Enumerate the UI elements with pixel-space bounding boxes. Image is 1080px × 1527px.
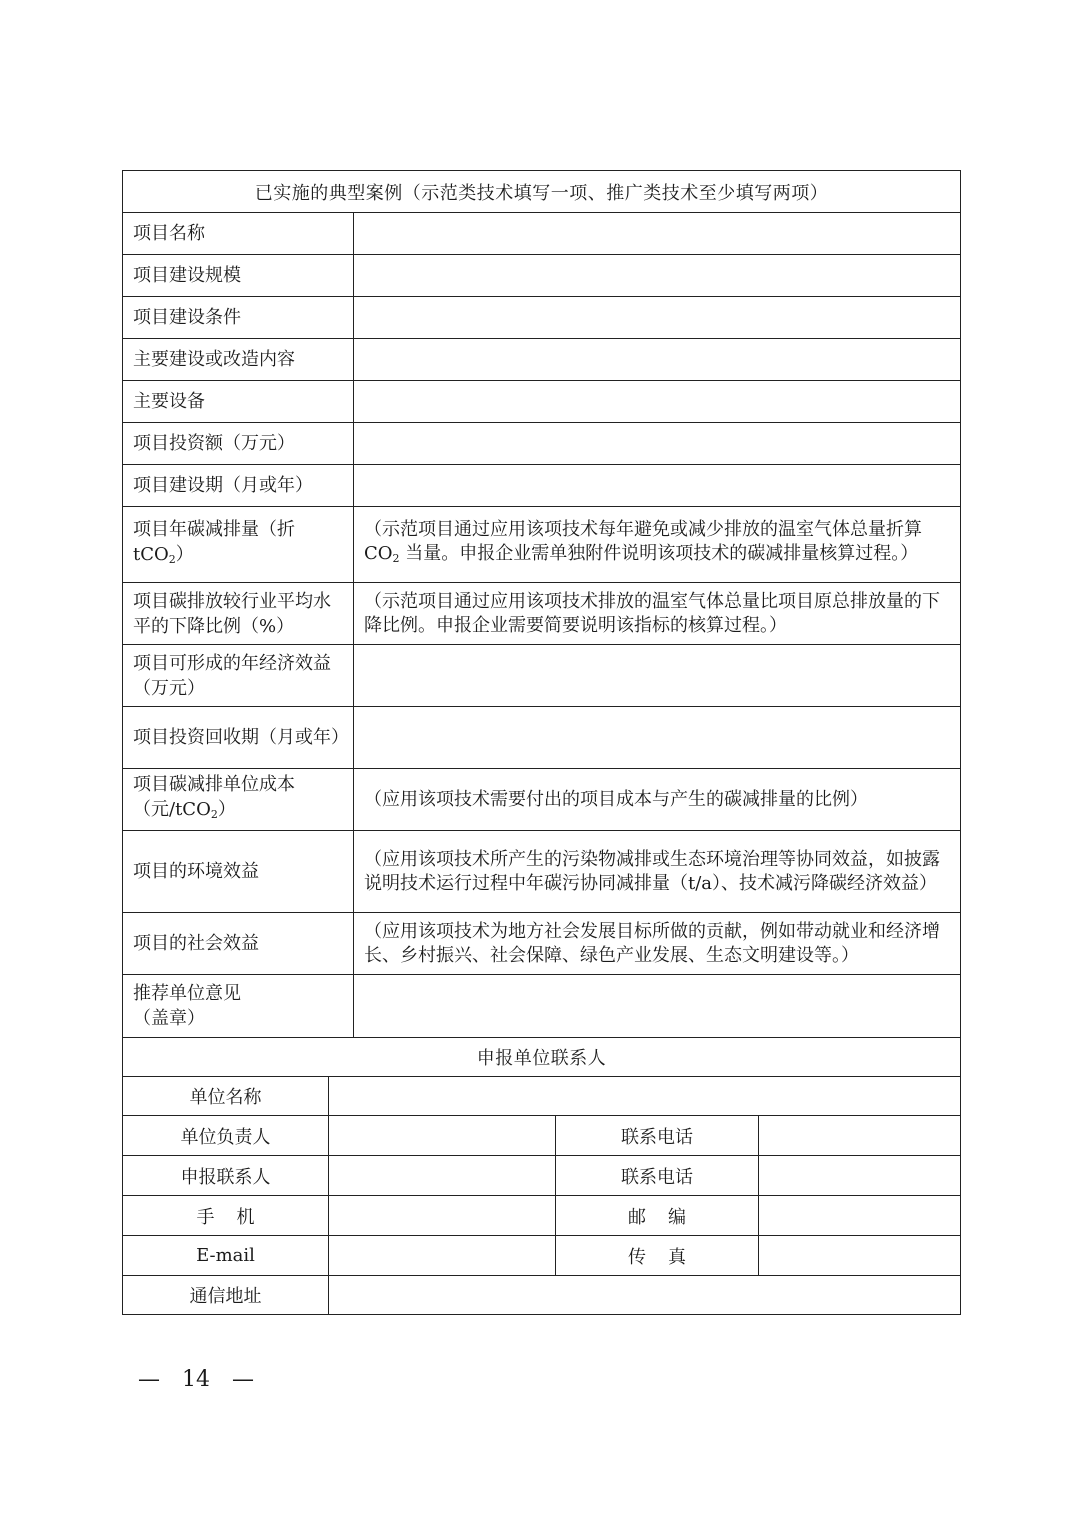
field-phone-1[interactable] (759, 1116, 961, 1156)
label-economic-benefit: 项目可形成的年经济效益（万元） (123, 645, 354, 707)
field-construction-period[interactable] (354, 465, 961, 507)
label-unit-head: 单位负责人 (123, 1116, 329, 1156)
label-payback-period: 项目投资回收期（月或年） (123, 707, 354, 769)
label-project-conditions: 项目建设条件 (123, 297, 354, 339)
label-fax: 传真 (556, 1236, 759, 1276)
field-email[interactable] (329, 1236, 556, 1276)
field-unit-name[interactable] (329, 1077, 961, 1116)
page-number: — 14 — (138, 1367, 254, 1392)
field-project-name[interactable] (354, 213, 961, 255)
field-main-equipment[interactable] (354, 381, 961, 423)
label-postcode: 邮编 (556, 1196, 759, 1236)
label-unit-cost: 项目碳减排单位成本（元/tCO$_2$） (123, 769, 354, 831)
field-fax[interactable] (759, 1236, 961, 1276)
note-annual-carbon-reduction[interactable]: （示范项目通过应用该项技术每年避免或减少排放的温室气体总量折算 $CO_2$ 当量。申报企业需单独附件说明该项技术的碳减排量核算过程。） (354, 507, 961, 583)
contact-section-title: 申报单位联系人 (123, 1038, 961, 1077)
note-emission-decline[interactable]: （示范项目通过应用该项技术排放的温室气体总量比项目原总排放量的下降比例。申报企业需要简要说明该指标的核算过程。） (354, 583, 961, 645)
field-construction-content[interactable] (354, 339, 961, 381)
label-mobile: 手机 (123, 1196, 329, 1236)
label-project-name: 项目名称 (123, 213, 354, 255)
field-contact-person[interactable] (329, 1156, 556, 1196)
field-mobile[interactable] (329, 1196, 556, 1236)
field-payback-period[interactable] (354, 707, 961, 769)
label-main-equipment: 主要设备 (123, 381, 354, 423)
label-environmental-benefit: 项目的环境效益 (123, 831, 354, 913)
label-construction-period: 项目建设期（月或年） (123, 465, 354, 507)
field-address[interactable] (329, 1276, 961, 1315)
note-environmental-benefit[interactable]: （应用该项技术所产生的污染物减排或生态环境治理等协同效益，如披露说明技术运行过程中年碳污协同减排量（t/a）、技术减污降碳经济效益） (354, 831, 961, 913)
field-economic-benefit[interactable] (354, 645, 961, 707)
field-unit-head[interactable] (329, 1116, 556, 1156)
field-investment[interactable] (354, 423, 961, 465)
label-address: 通信地址 (123, 1276, 329, 1315)
field-recommending-opinion[interactable] (354, 975, 961, 1038)
field-project-scale[interactable] (354, 255, 961, 297)
label-recommending-opinion: 推荐单位意见 （盖章） (123, 975, 354, 1038)
field-phone-2[interactable] (759, 1156, 961, 1196)
field-project-conditions[interactable] (354, 297, 961, 339)
label-social-benefit: 项目的社会效益 (123, 913, 354, 975)
case-form-table (122, 170, 961, 1315)
label-investment: 项目投资额（万元） (123, 423, 354, 465)
label-construction-content: 主要建设或改造内容 (123, 339, 354, 381)
label-phone-1: 联系电话 (556, 1116, 759, 1156)
label-project-scale: 项目建设规模 (123, 255, 354, 297)
label-contact-person: 申报联系人 (123, 1156, 329, 1196)
label-phone-2: 联系电话 (556, 1156, 759, 1196)
section-title: 已实施的典型案例（示范类技术填写一项、推广类技术至少填写两项） (123, 171, 961, 213)
label-unit-name: 单位名称 (123, 1077, 329, 1116)
note-unit-cost[interactable]: （应用该项技术需要付出的项目成本与产生的碳减排量的比例） (354, 769, 961, 831)
field-postcode[interactable] (759, 1196, 961, 1236)
note-social-benefit[interactable]: （应用该项技术为地方社会发展目标所做的贡献，例如带动就业和经济增长、乡村振兴、社会保障、绿色产业发展、生态文明建设等。） (354, 913, 961, 975)
label-annual-carbon-reduction: 项目年碳减排量（折 tCO$_2$） (123, 507, 354, 583)
label-emission-decline: 项目碳排放较行业平均水平的下降比例（%） (123, 583, 354, 645)
label-email: E-mail (123, 1236, 329, 1276)
